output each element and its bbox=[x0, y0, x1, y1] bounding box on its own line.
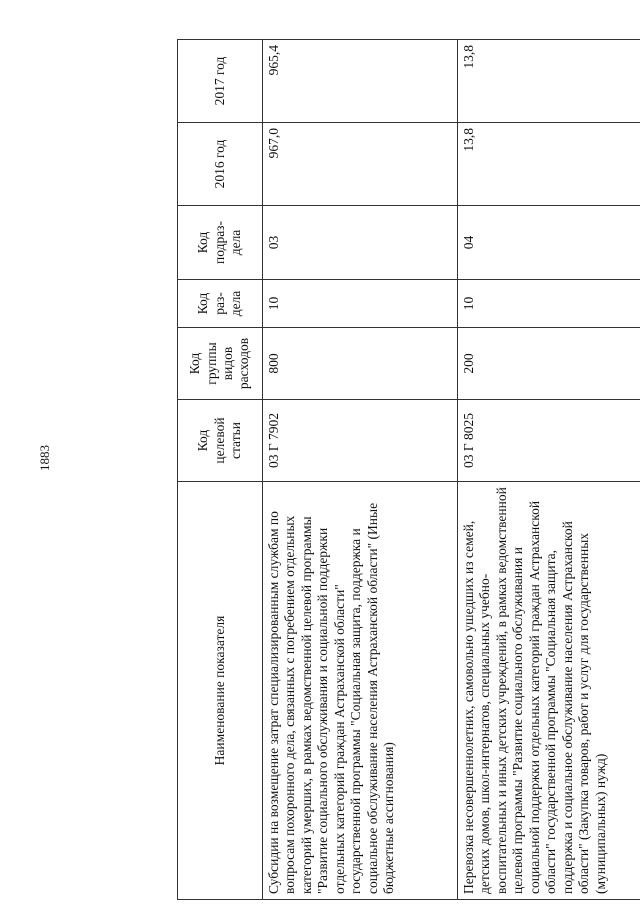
cell-year-2017: 13,8 bbox=[458, 40, 640, 123]
table-row bbox=[263, 40, 458, 900]
table-header-row bbox=[178, 40, 263, 900]
cell-section: 10 bbox=[458, 280, 640, 328]
cell-year-2017: 965,4 bbox=[263, 40, 458, 123]
rotated-table-wrapper bbox=[177, 40, 640, 900]
cell-indicator-name: Перевозка несовершеннолетних, самовольно ушедших из семей, детских домов, школ-интернатов, специальных учебно-воспитательных и иных детских учреждений, в рамках ведомственной целевой программы "Развитие социального обслуживания и социальной поддержки отдельных категорий граждан Астраханской области" государственной программы "Социальная защита, поддержка и социальное обслуживание населения Астраханской области" (Закупка товаров, работ и услуг для государственных (муниципальных) нужд) bbox=[458, 482, 640, 900]
cell-subsection: 04 bbox=[458, 206, 640, 280]
cell-target-code: 03 Г 7902 bbox=[263, 400, 458, 482]
cell-expense-group: 200 bbox=[458, 328, 640, 400]
cell-indicator-name: Субсидии на возмещение затрат специализированным службам по вопросам похоронного дела, связанных с погребением отдельных категорий умерших, в рамках ведомственной целевой программы "Развитие социального обслуживания и социальной поддержки отдельных категорий граждан Астраханской области" государственной программы "Социальная защита, поддержка и социальное обслуживание населения Астраханской области" (Иные бюджетные ассигнования) bbox=[263, 482, 458, 900]
table-row bbox=[458, 40, 640, 900]
cell-section: 10 bbox=[263, 280, 458, 328]
cell-target-code: 03 Г 8025 bbox=[458, 400, 640, 482]
header-year-2017: 2017 год bbox=[178, 40, 263, 123]
budget-table bbox=[177, 39, 640, 900]
header-year-2016: 2016 год bbox=[178, 123, 263, 206]
cell-year-2016: 967,0 bbox=[263, 123, 458, 206]
cell-expense-group: 800 bbox=[263, 328, 458, 400]
cell-subsection: 03 bbox=[263, 206, 458, 280]
header-section: Код раз-дела bbox=[178, 280, 263, 328]
header-subsection: Код подраз-дела bbox=[178, 206, 263, 280]
header-expense-group: Код группы видов расходов bbox=[178, 328, 263, 400]
header-target-code: Код целевой статьи bbox=[178, 400, 263, 482]
header-indicator-name: Наименование показателя bbox=[178, 482, 263, 900]
cell-year-2016: 13,8 bbox=[458, 123, 640, 206]
page-number: 1883 bbox=[37, 445, 52, 471]
